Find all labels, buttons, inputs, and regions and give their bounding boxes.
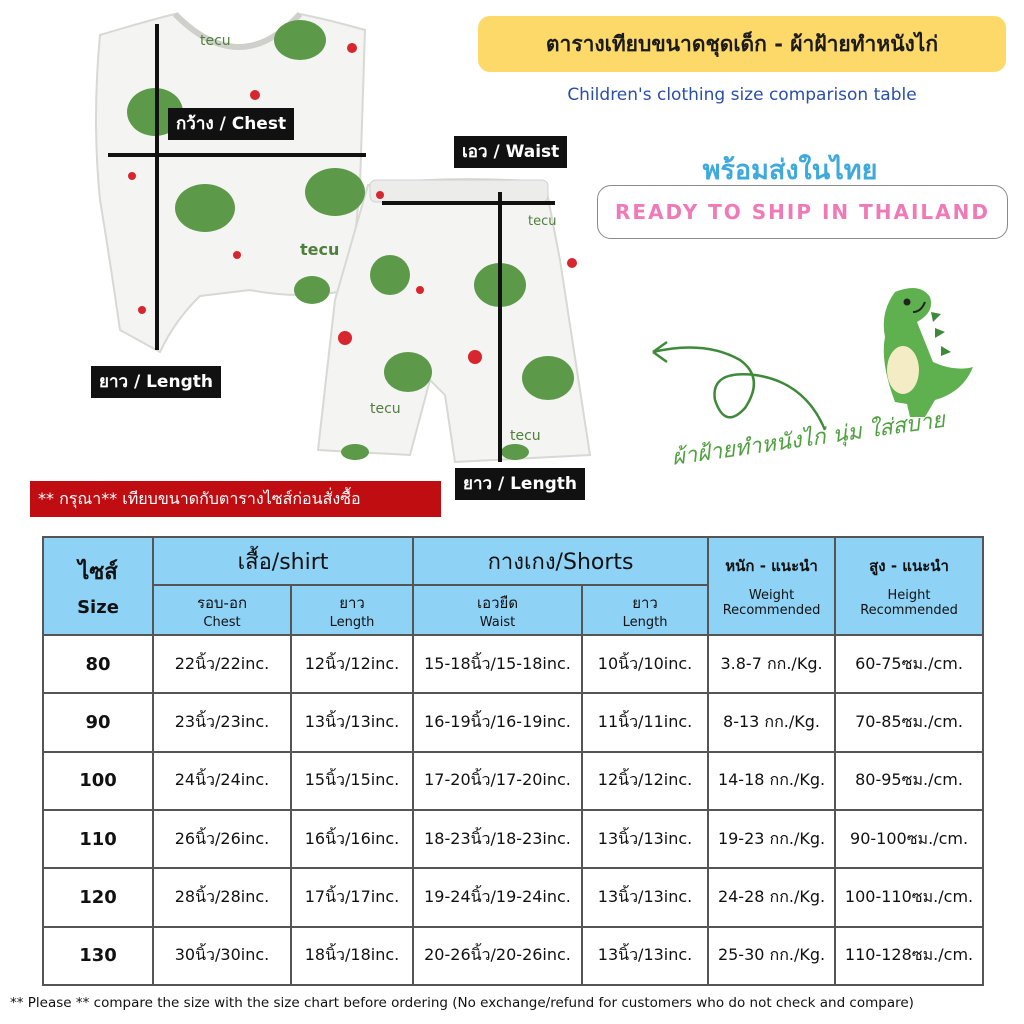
height-cell: 80-95ซม./cm. [835, 752, 983, 810]
size-cell: 80 [43, 635, 153, 693]
header-shorts: กางเกง/Shorts [413, 537, 708, 585]
weight-cell: 24-28 กก./Kg. [708, 868, 835, 926]
table-row [43, 927, 983, 985]
header-chest-thai: รอบ-อก [196, 593, 248, 612]
chest-cell: 26นิ้ว/26inc. [153, 810, 291, 868]
print-text: tecu [528, 214, 557, 229]
header-size [43, 537, 153, 635]
weight-cell: 3.8-7 กก./Kg. [708, 635, 835, 693]
header-shirt: เสื้อ/shirt [153, 537, 413, 585]
shirt-length-cell: 16นิ้ว/16inc. [291, 810, 413, 868]
header-height-en2: Recommended [860, 603, 958, 618]
waist-label: เอว / Waist [454, 136, 567, 168]
waist-cell: 16-19นิ้ว/16-19inc. [413, 693, 582, 751]
header-waist-thai: เอวยืด [476, 593, 519, 612]
waist-cell: 15-18นิ้ว/15-18inc. [413, 635, 582, 693]
chest-cell: 22นิ้ว/22inc. [153, 635, 291, 693]
header-chest-en: Chest [203, 614, 241, 630]
header-shirt-length-thai: ยาว [339, 593, 365, 612]
table-row [43, 868, 983, 926]
weight-cell: 8-13 กก./Kg. [708, 693, 835, 751]
weight-cell: 19-23 กก./Kg. [708, 810, 835, 868]
print-text: tecu [370, 401, 401, 417]
footer-disclaimer: ** Please ** compare the size with the size chart before ordering (No exchange/refund for customers who do not check and compare) [10, 995, 914, 1011]
shorts-length-cell: 13นิ้ว/13inc. [582, 868, 708, 926]
weight-cell: 25-30 กก./Kg. [708, 927, 835, 985]
check-size-banner: ** กรุณา** เทียบขนาดกับตารางไซส์ก่อนสั่งซื้อ [30, 481, 441, 517]
page-subtitle: Children's clothing size comparison table [567, 85, 917, 105]
header-shorts-length-en: Length [622, 614, 668, 630]
header-shirt-length [291, 585, 413, 635]
height-cell: 90-100ซม./cm. [835, 810, 983, 868]
shirt-length-cell: 12นิ้ว/12inc. [291, 635, 413, 693]
header-size-thai: ไซส์ [78, 560, 118, 585]
table-row [43, 752, 983, 810]
header-height [835, 537, 983, 635]
shirt-length-label: ยาว / Length [91, 366, 221, 398]
waist-cell: 18-23นิ้ว/18-23inc. [413, 810, 582, 868]
shorts-length-cell: 11นิ้ว/11inc. [582, 693, 708, 751]
shorts-length-label: ยาว / Length [455, 468, 585, 500]
height-cell: 100-110ซม./cm. [835, 868, 983, 926]
height-cell: 60-75ซม./cm. [835, 635, 983, 693]
shirt-length-cell: 15นิ้ว/15inc. [291, 752, 413, 810]
chest-cell: 23นิ้ว/23inc. [153, 693, 291, 751]
waist-cell: 19-24นิ้ว/19-24inc. [413, 868, 582, 926]
print-text: tecu [510, 428, 541, 444]
header-height-en1: Height [887, 588, 931, 603]
header-waist-en: Waist [479, 614, 516, 630]
header-chest [153, 585, 291, 635]
weight-cell: 14-18 กก./Kg. [708, 752, 835, 810]
header-weight-en2: Recommended [722, 603, 821, 618]
table-row [43, 635, 983, 693]
shorts-length-cell: 13นิ้ว/13inc. [582, 810, 708, 868]
waist-cell: 20-26นิ้ว/20-26inc. [413, 927, 582, 985]
shorts-length-cell: 13นิ้ว/13inc. [582, 927, 708, 985]
height-cell: 70-85ซม./cm. [835, 693, 983, 751]
header-shirt-length-en: Length [329, 614, 375, 630]
cotton-note: ผ้าฝ้ายทำหนังไก่ นุ่ม ใส่สบาย [670, 407, 947, 471]
table-row [43, 693, 983, 751]
ready-to-ship-badge: READY TO SHIP IN THAILAND [597, 185, 1008, 239]
size-cell: 130 [43, 927, 153, 985]
ready-to-ship-thai: พร้อมส่งในไทย [702, 155, 878, 186]
shirt-length-cell: 17นิ้ว/17inc. [291, 868, 413, 926]
shirt-length-cell: 13นิ้ว/13inc. [291, 693, 413, 751]
header-shorts-length-thai: ยาว [632, 593, 658, 612]
size-cell: 100 [43, 752, 153, 810]
header-height-thai: สูง - แนะนำ [869, 557, 949, 575]
shirt-length-cell: 18นิ้ว/18inc. [291, 927, 413, 985]
chest-label: กว้าง / Chest [168, 108, 294, 140]
print-text: tecu [300, 240, 340, 259]
header-size-english: Size [77, 597, 119, 618]
header-weight-thai: หนัก - แนะนำ [725, 557, 818, 575]
size-cell: 110 [43, 810, 153, 868]
shorts-length-cell: 12นิ้ว/12inc. [582, 752, 708, 810]
chest-cell: 30นิ้ว/30inc. [153, 927, 291, 985]
shorts-length-cell: 10นิ้ว/10inc. [582, 635, 708, 693]
height-cell: 110-128ซม./cm. [835, 927, 983, 985]
page-title: ตารางเทียบขนาดชุดเด็ก - ผ้าฝ้ายทำหนังไก่ [478, 16, 1006, 72]
header-waist [413, 585, 582, 635]
size-table [42, 536, 984, 986]
chest-cell: 28นิ้ว/28inc. [153, 868, 291, 926]
table-row [43, 810, 983, 868]
header-weight-en1: Weight [748, 588, 795, 603]
header-shorts-length [582, 585, 708, 635]
print-text: tecu [200, 33, 231, 49]
size-cell: 90 [43, 693, 153, 751]
chest-cell: 24นิ้ว/24inc. [153, 752, 291, 810]
size-cell: 120 [43, 868, 153, 926]
header-weight [708, 537, 835, 635]
waist-cell: 17-20นิ้ว/17-20inc. [413, 752, 582, 810]
